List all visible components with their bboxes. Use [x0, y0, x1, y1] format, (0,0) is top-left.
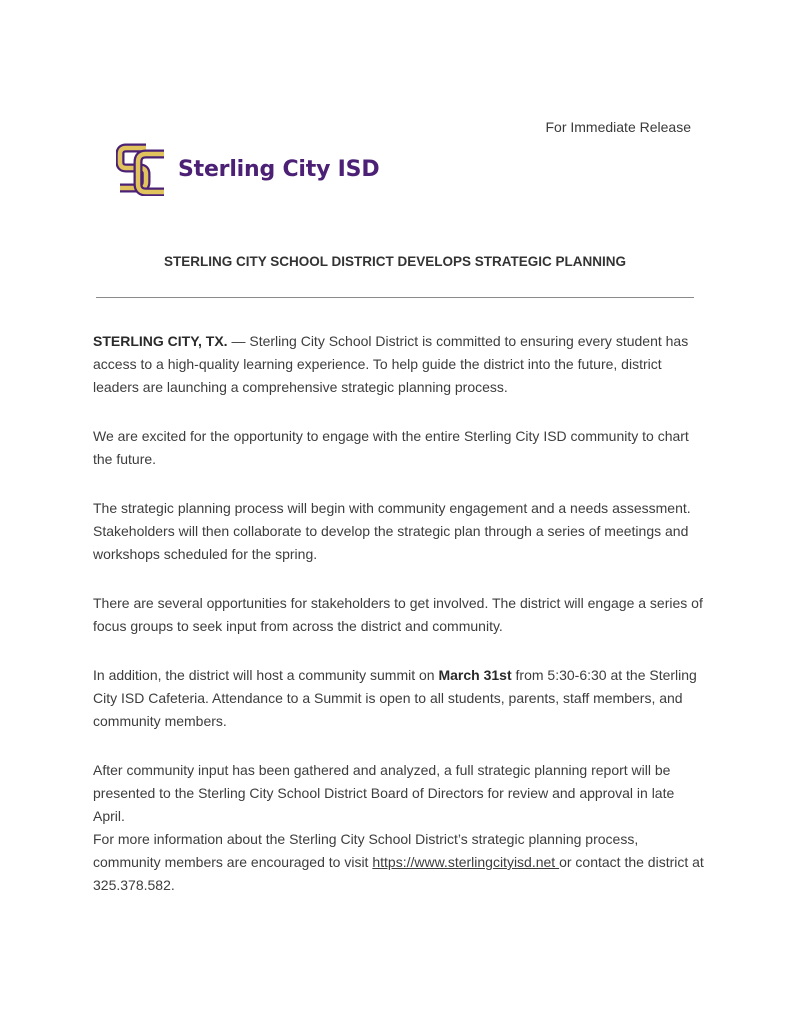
paragraph-opportunities: There are several opportunities for stakeholders to get involved. The district will engage a series of focus groups to seek input from across the district and community. — [93, 595, 703, 634]
logo-text: Sterling City ISD — [178, 156, 380, 182]
paragraph-contact — [93, 828, 705, 897]
summit-text-after: from 5:30-6:30 at the Sterling City ISD Cafeteria. Attendance to a Summit is open to all students, parents, staff members, and community members. — [93, 667, 697, 729]
press-release-headline: STERLING CITY SCHOOL DISTRICT DEVELOPS STRATEGIC PLANNING — [163, 254, 627, 269]
dateline: STERLING CITY, TX. — [93, 333, 228, 349]
paragraph-excited: We are excited for the opportunity to engage with the entire Sterling City ISD community to chart the future. — [93, 428, 689, 467]
summit-date: March 31st — [438, 667, 512, 683]
paragraph-process: The strategic planning process will begin with community engagement and a needs assessment. Stakeholders will then collaborate to develop the strategic plan through a series of meetings and workshops scheduled for the spring. — [93, 500, 691, 562]
summit-text-before: In addition, the district will host a community summit on — [93, 667, 439, 683]
district-logo — [116, 142, 379, 196]
intro-text: — Sterling City School District is committed to ensuring every student has access to a high-quality learning experience. To help guide the district into the future, district leaders are launching a comprehensive strategic planning process. — [93, 333, 689, 395]
paragraph-report: After community input has been gathered and analyzed, a full strategic planning report will be presented to the Sterling City School District Board of Directors for review and approval in late April. — [93, 762, 675, 824]
headline-divider — [96, 297, 694, 298]
contact-text-before: For more information about the Sterling City School District’s strategic planning process, community members are encouraged to visit — [93, 831, 639, 870]
contact-text-after: or contact the district at 325.378.582. — [93, 854, 704, 893]
sc-monogram-icon — [116, 142, 168, 196]
district-website-link[interactable]: https://www.sterlingcityisd.net — [372, 854, 560, 870]
paragraph-summit — [93, 664, 705, 733]
paragraph-intro — [93, 330, 705, 399]
release-note: For Immediate Release — [545, 119, 691, 135]
press-release-body — [93, 330, 705, 897]
